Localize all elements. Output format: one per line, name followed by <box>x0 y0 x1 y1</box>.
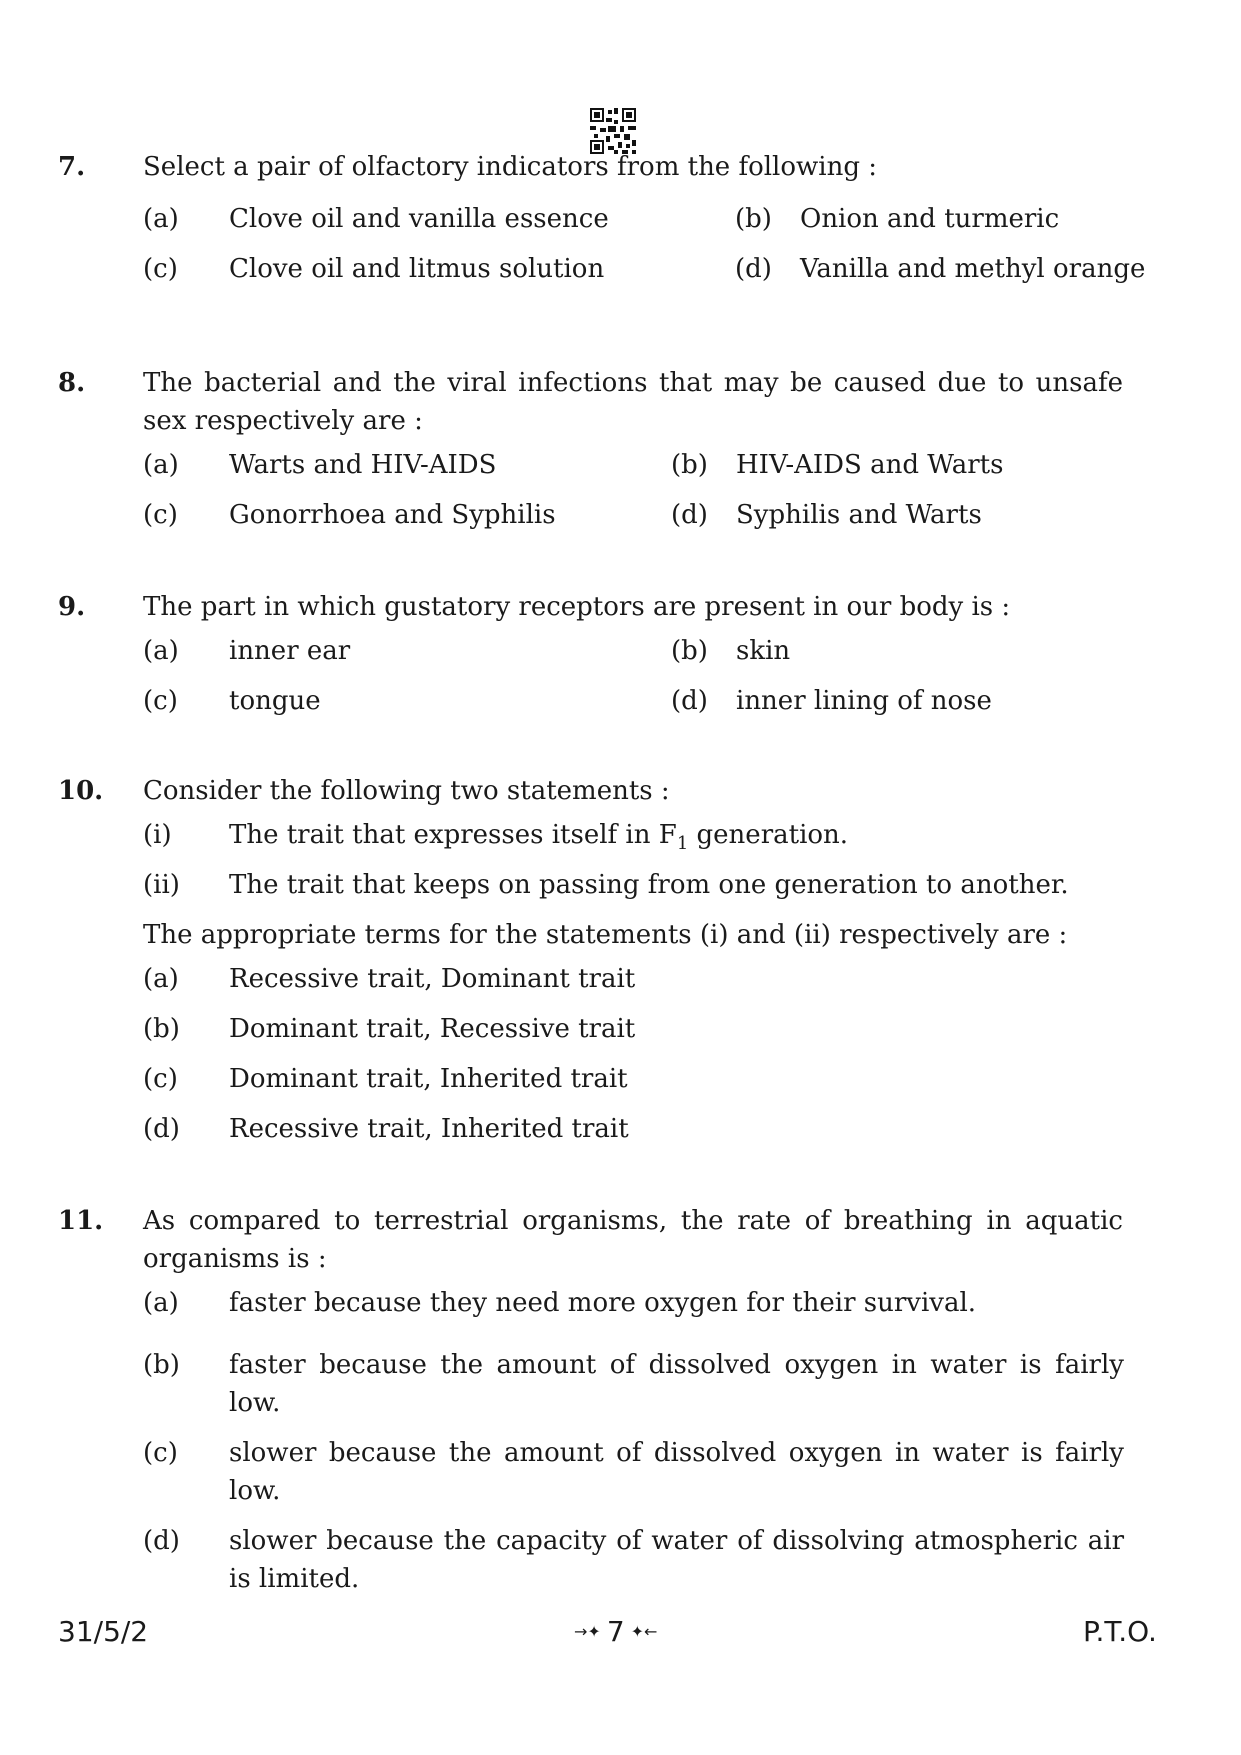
question-7 <box>58 148 1146 300</box>
question-11 <box>58 1202 1124 1598</box>
option-text: inner lining of nose <box>736 686 992 716</box>
option-text: skin <box>736 636 791 666</box>
option-label: (c) <box>143 254 178 284</box>
paper-code: 31/5/2 <box>58 1615 149 1648</box>
option-text: faster because they need more oxygen for their survival. <box>229 1288 977 1318</box>
option-label: (d) <box>671 686 708 716</box>
option-text: Clove oil and litmus solution <box>229 254 605 284</box>
option-text: HIV-AIDS and Warts <box>736 450 1004 480</box>
option-label: (a) <box>143 636 179 666</box>
question-number: 10. <box>58 776 104 806</box>
statement-text <box>229 816 848 863</box>
ornament-left-icon: →✦ <box>574 1622 601 1641</box>
option-text: Clove oil and vanilla essence <box>229 204 609 234</box>
option-b[interactable] <box>143 1346 1124 1422</box>
option-label: (d) <box>143 1114 180 1144</box>
option-text: tongue <box>229 686 321 716</box>
option-label: (c) <box>143 1438 178 1468</box>
option-text: Recessive trait, Dominant trait <box>229 964 636 994</box>
statement-text-before: The trait that expresses itself in F <box>229 820 677 850</box>
option-label: (b) <box>143 1014 180 1044</box>
page-number <box>574 1615 657 1648</box>
option-label: (b) <box>735 204 772 234</box>
option-label: (a) <box>143 964 179 994</box>
pto-label: P.T.O. <box>1083 1615 1157 1648</box>
statement-label: (ii) <box>143 870 180 900</box>
option-text: faster because the amount of dissolved oxygen in water is fairly low. <box>229 1350 1124 1418</box>
question-9 <box>58 588 1118 732</box>
option-label: (a) <box>143 450 179 480</box>
option-text: Dominant trait, Recessive trait <box>229 1014 636 1044</box>
option-label: (a) <box>143 204 179 234</box>
options <box>143 632 1118 732</box>
question-prompt: The appropriate terms for the statements (i) and (ii) respectively are : <box>143 920 1068 950</box>
option-label: (c) <box>143 686 178 716</box>
option-text: slower because the capacity of water of dissolving atmospheric air is limited. <box>229 1526 1124 1594</box>
question-stem: As compared to terrestrial organisms, the rate of breathing in aquatic organisms is : <box>143 1206 1123 1274</box>
question-number: 8. <box>58 368 86 398</box>
option-label: (c) <box>143 500 178 530</box>
option-label: (c) <box>143 1064 178 1094</box>
option-label: (d) <box>143 1526 180 1556</box>
option-c[interactable] <box>143 1434 1124 1510</box>
question-8 <box>58 364 1123 546</box>
statements <box>143 816 1118 916</box>
option-text: slower because the amount of dissolved oxygen in water is fairly low. <box>229 1438 1124 1506</box>
option-label: (b) <box>671 450 708 480</box>
options <box>143 960 1118 1160</box>
option-d[interactable] <box>143 1522 1124 1598</box>
statement-text: The trait that keeps on passing from one generation to another. <box>229 870 1069 900</box>
options <box>143 446 1118 546</box>
options <box>143 1284 1124 1598</box>
options <box>143 200 1146 300</box>
statement-text-after: generation. <box>688 820 849 850</box>
question-stem: The bacterial and the viral infections that may be caused due to unsafe sex respectively are : <box>143 368 1123 436</box>
option-label: (b) <box>143 1350 180 1380</box>
option-text: Gonorrhoea and Syphilis <box>229 500 556 530</box>
question-number: 7. <box>58 152 86 182</box>
option-label: (b) <box>671 636 708 666</box>
option-text: Syphilis and Warts <box>736 500 982 530</box>
question-10 <box>58 772 1118 1160</box>
option-label: (a) <box>143 1288 179 1318</box>
option-text: inner ear <box>229 636 351 666</box>
ornament-right-icon: ✦← <box>630 1622 658 1641</box>
option-label: (d) <box>735 254 772 284</box>
option-text: Vanilla and methyl orange <box>800 254 1146 284</box>
subscript: 1 <box>676 833 689 855</box>
question-stem: The part in which gustatory receptors are present in our body is : <box>143 592 1011 622</box>
option-label: (d) <box>671 500 708 530</box>
option-text: Warts and HIV-AIDS <box>229 450 497 480</box>
question-number: 11. <box>58 1206 104 1236</box>
statement-label: (i) <box>143 820 172 850</box>
option-text: Recessive trait, Inherited trait <box>229 1114 629 1144</box>
option-text: Onion and turmeric <box>800 204 1060 234</box>
option-a[interactable] <box>143 1284 1118 1334</box>
question-stem: Consider the following two statements : <box>143 776 670 806</box>
question-stem: Select a pair of olfactory indicators from the following : <box>143 152 878 182</box>
option-text: Dominant trait, Inherited trait <box>229 1064 628 1094</box>
question-number: 9. <box>58 592 86 622</box>
page-number-text: 7 <box>606 1615 625 1648</box>
